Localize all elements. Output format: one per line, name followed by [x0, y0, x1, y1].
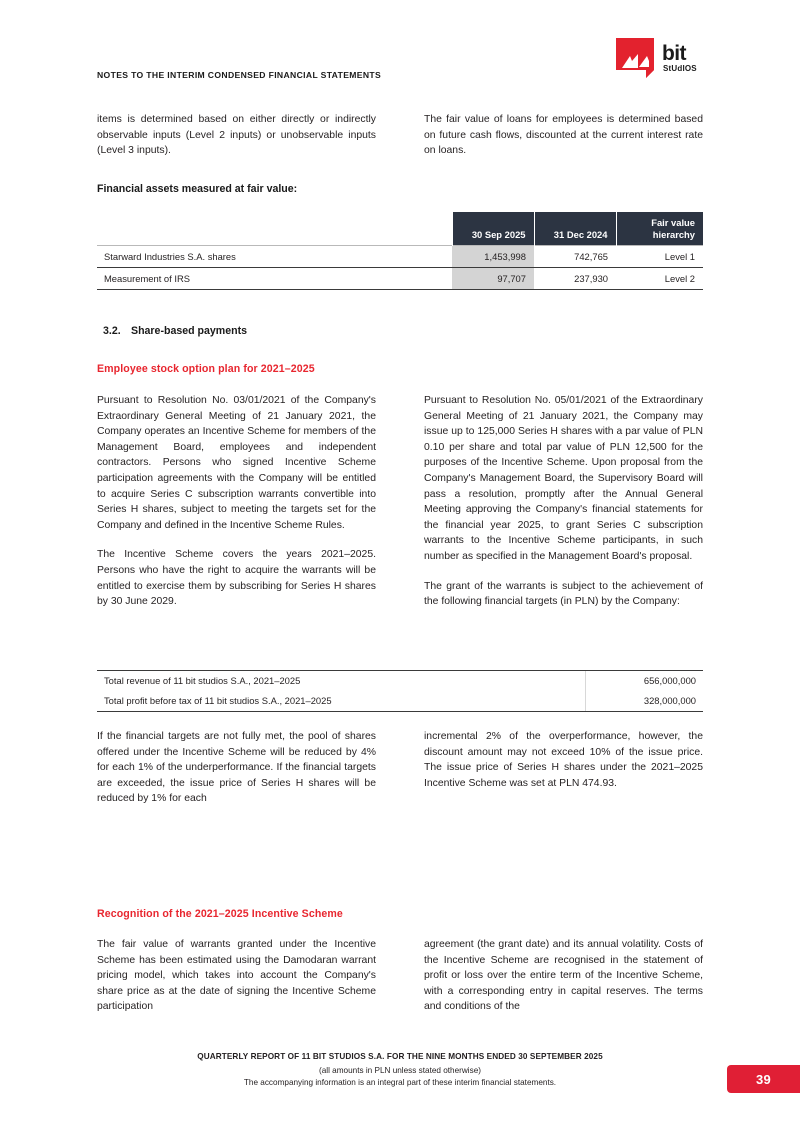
after-table2-right-paragraph: incremental 2% of the overperformance, however, the discount amount may not exceed 10% of the issue price. The issue price of Series H shares under the 2021–2025 Incentive Scheme was set at PLN 474.93. [424, 731, 703, 789]
intro-left-column [97, 112, 376, 159]
running-header-title: NOTES TO THE INTERIM CONDENSED FINANCIAL STATEMENTS [97, 70, 382, 80]
table1-row1-dec2024: 237,930 [534, 268, 616, 290]
subsection-1-heading: Employee stock option plan for 2021–2025 [97, 363, 315, 375]
intro-right-column [424, 112, 703, 159]
table1-header-sep2025: 30 Sep 2025 [452, 212, 534, 246]
page-number-badge: 39 [727, 1065, 800, 1093]
table1-caption: Financial assets measured at fair value: [97, 183, 298, 195]
table1-header-hierarchy: Fair value hierarchy [616, 212, 703, 246]
company-logo [616, 38, 708, 82]
table1-row1-sep2025: 97,707 [452, 268, 534, 290]
financial-targets-table [97, 670, 703, 712]
after-table2-right-column [424, 729, 703, 791]
table-row [97, 268, 703, 290]
section-title: Share-based payments [131, 325, 247, 337]
intro-left-paragraph: items is determined based on either directly or indirectly observable inputs (Level 2 inputs) or unobservable inputs (Level 3 inputs). [97, 114, 376, 157]
page-footer [0, 1051, 800, 1089]
intro-right-paragraph: The fair value of loans for employees is determined based on future cash flows, discounted at the current interest rate on loans. [424, 114, 703, 157]
eleven-bit-studios-logo-icon [616, 38, 660, 78]
table-row [97, 671, 703, 692]
after-table2-left-column [97, 729, 376, 807]
table1-header-blank [97, 212, 452, 246]
footer-note: (all amounts in PLN unless stated otherwise) [318, 1065, 481, 1075]
running-header [97, 70, 517, 80]
table2-row1-label: Total profit before tax of 11 bit studios S.A., 2021–2025 [97, 691, 585, 712]
table1-row0-hierarchy: Level 1 [616, 246, 703, 268]
table-row [97, 691, 703, 712]
table1-header-dec2024: 31 Dec 2024 [534, 212, 616, 246]
subsection-2-heading: Recognition of the 2021–2025 Incentive Scheme [97, 908, 343, 920]
logo-subtext: StUdIOS [663, 64, 697, 73]
subsection-2-left-column [97, 937, 376, 1015]
section-number: 3.2. [103, 325, 121, 337]
after-table2-left-paragraph: If the financial targets are not fully met, the pool of shares offered under the Incentive Scheme will be reduced by 4% for each 1% of the underperformance. If the financial targets are exceeded, the issue price of Series H shares will be reduced by 1% for each [97, 731, 376, 805]
footer-title: QUARTERLY REPORT OF 11 BIT STUDIOS S.A. FOR THE NINE MONTHS ENDED 30 SEPTEMBER 2025 [197, 1052, 603, 1061]
table1-row0-dec2024: 742,765 [534, 246, 616, 268]
subsection-1-right-p0: Pursuant to Resolution No. 05/01/2021 of the Extraordinary General Meeting of 21 January 2021, the Company may issue up to 125,000 Series H shares with a par value of PLN 0.10 per share and total par value of PLN 12,500 for the purposes of the Incentive Scheme. Upon proposal from the Company's Management Board, the Supervisory Board will pass a resolution, promptly after the Annual General Meeting approving the Company's financial statements for the financial year 2025, to grant Series C subscription warrants to the Incentive Scheme participants, in such number as specified in the Management Board's proposal. [424, 395, 703, 562]
fair-value-table [97, 212, 703, 290]
table1-row0-sep2025: 1,453,998 [452, 246, 534, 268]
footer-note-secondary: The accompanying information is an integral part of these interim financial statements. [243, 1077, 557, 1087]
subsection-2-right-paragraph: agreement (the grant date) and its annual volatility. Costs of the Incentive Scheme are recognised in the statement of profit or loss over the entire term of the Incentive Scheme, with a corresponding entry in capital reserves. The terms and conditions of the [424, 939, 703, 1013]
subsection-1-left-p1: The Incentive Scheme covers the years 2021–2025. Persons who have the right to acquire the warrants will be entitled to exercise them by subscribing for Series H shares by 30 June 2029. [97, 549, 376, 608]
table1-row1-label: Measurement of IRS [97, 268, 452, 290]
table1-header-row [97, 212, 703, 246]
table2-row0-label: Total revenue of 11 bit studios S.A., 2021–2025 [97, 671, 585, 692]
subsection-1-left-column [97, 393, 376, 610]
subsection-2-right-column [424, 937, 703, 1015]
table1-row1-hierarchy: Level 2 [616, 268, 703, 290]
subsection-2-left-paragraph: The fair value of warrants granted under the Incentive Scheme has been estimated using the Damodaran warrant pricing model, which takes into account the Company's share price as at the date of signing the Incentive Scheme participation [97, 939, 376, 1013]
subsection-1-left-p0: Pursuant to Resolution No. 03/01/2021 of the Company's Extraordinary General Meeting of 21 January 2021, the Company operates an Incentive Scheme for members of the Management Board, employees and independent contractors. Persons who signed Incentive Scheme participation agreements with the Company will be entitled to acquire Series C subscription warrants convertible into Series H shares, subject to meeting the targets set for the Company and defined in the Incentive Scheme Rules. [97, 395, 376, 531]
subsection-1-right-column [424, 393, 703, 610]
table2-row1-value: 328,000,000 [585, 691, 703, 712]
table1-row0-label: Starward Industries S.A. shares [97, 246, 452, 268]
logo-wordmark: bit [662, 42, 686, 65]
subsection-1-right-p1: The grant of the warrants is subject to the achievement of the following financial targets (in PLN) by the Company: [424, 580, 703, 608]
table2-row0-value: 656,000,000 [585, 671, 703, 692]
table-row [97, 246, 703, 268]
